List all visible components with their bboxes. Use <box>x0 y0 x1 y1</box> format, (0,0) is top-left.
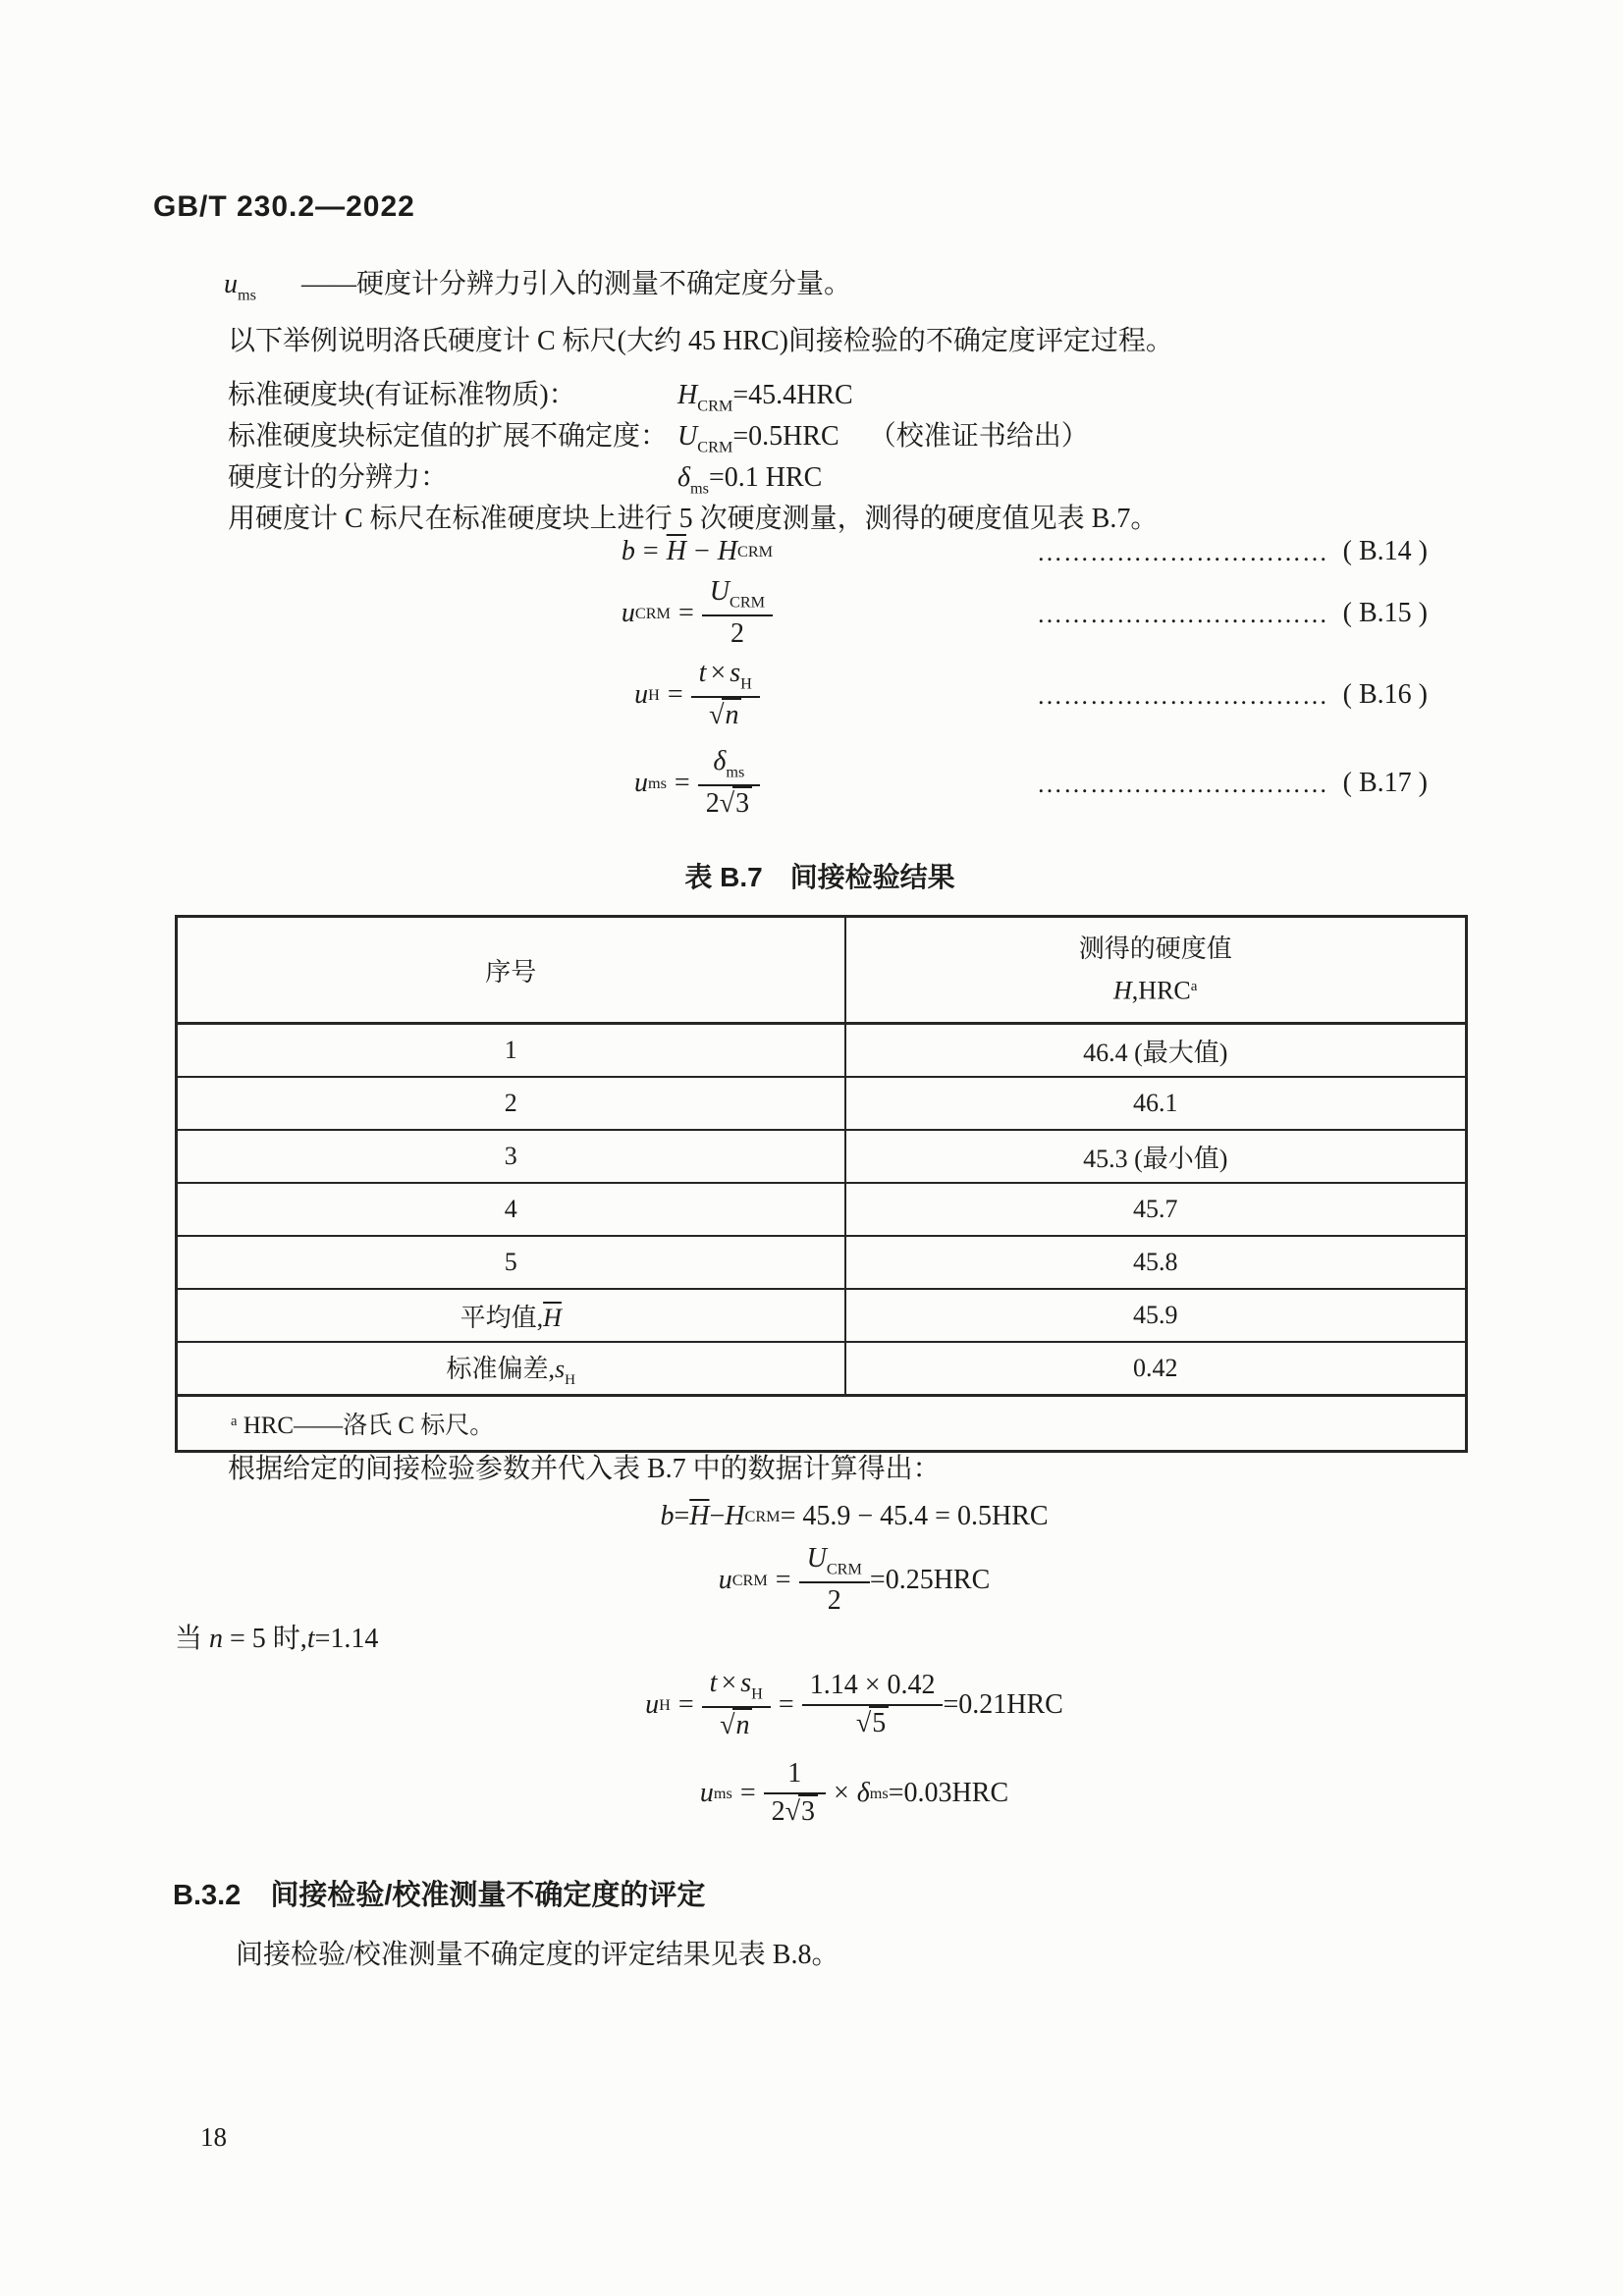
definition-value <box>677 460 822 506</box>
calc-result: =0.03HRC <box>888 1778 1009 1808</box>
math-subscript: CRM <box>730 593 766 612</box>
math-subscript: ms <box>690 479 709 498</box>
value-cell: 45.8 <box>845 1236 1467 1289</box>
math-var: t <box>698 658 707 689</box>
numerator: 1 <box>787 1758 802 1789</box>
math-var: u <box>718 1565 732 1595</box>
equals-sign: = <box>677 1689 694 1720</box>
seq-cell <box>177 1342 845 1396</box>
radical-sign: √ <box>709 700 725 731</box>
table-row <box>177 1183 1467 1236</box>
equals-sign: = <box>642 536 659 566</box>
equation-number: ( B.14 ) <box>1342 536 1428 566</box>
math-var: H <box>717 536 737 566</box>
equals-sign: = <box>775 1565 791 1595</box>
math-subscript: H <box>565 1371 576 1388</box>
value-cell: 45.7 <box>845 1183 1467 1236</box>
math-value: =0.1 HRC <box>708 462 823 493</box>
dot-leader: …………………………… <box>1037 600 1328 628</box>
equals-sign: = <box>674 768 690 798</box>
section-title: 间接检验/校准测量不确定度的评定 <box>270 1880 706 1911</box>
column-header-seq: 序号 <box>177 917 845 1024</box>
times-sign: × <box>833 1778 849 1808</box>
radicand: n <box>722 698 741 730</box>
radical-sign: √ <box>719 788 735 820</box>
minus-sign: − <box>709 1501 726 1531</box>
math-var: u <box>645 1689 660 1720</box>
seq-cell: 4 <box>177 1183 845 1236</box>
calc-result: = 45.9 − 45.4 = 0.5HRC <box>780 1501 1049 1531</box>
section-heading-b32 <box>173 1873 705 1913</box>
t-value-note <box>175 1622 378 1657</box>
equation-b15 <box>452 575 943 652</box>
equals-sign: = <box>739 1778 756 1808</box>
fraction <box>691 659 760 731</box>
math-var: H <box>677 380 698 410</box>
equals-sign: = <box>778 1689 794 1720</box>
table-footnote <box>177 1396 1467 1452</box>
equals-sign: = <box>674 1501 690 1531</box>
fraction <box>698 747 760 820</box>
radical <box>785 1796 818 1827</box>
equation-row-b14 <box>0 528 1623 575</box>
math-var: s <box>730 658 741 689</box>
math-subscript: ms <box>713 1784 732 1802</box>
term-symbol-subscript: ms <box>238 286 256 304</box>
calc-equation-ums <box>324 1752 1384 1835</box>
equation-row-b17 <box>0 740 1623 827</box>
definition-note: （校准证书给出） <box>868 421 1089 452</box>
radical <box>856 1708 889 1738</box>
math-subscript: CRM <box>744 1507 781 1525</box>
radical <box>720 1710 752 1740</box>
math-var: δ <box>713 746 727 777</box>
radical-sign: √ <box>720 1710 735 1741</box>
table-row-average <box>177 1289 1467 1342</box>
calc-result: =0.25HRC <box>869 1565 991 1595</box>
equation-leader-b14 <box>1037 528 1428 575</box>
seq-cell <box>177 1289 845 1342</box>
standard-code-header: GB/T 230.2—2022 <box>153 190 415 223</box>
note-text: 当 <box>175 1624 210 1654</box>
math-subscript: CRM <box>731 1571 768 1589</box>
dot-leader: …………………………… <box>1037 538 1328 566</box>
equation-leader-b15 <box>1037 575 1428 652</box>
math-subscript: ms <box>726 763 745 781</box>
equation-leader-b17 <box>1037 740 1428 827</box>
footnote-text: HRC——洛氏 C 标尺。 <box>237 1413 495 1439</box>
seq-cell: 5 <box>177 1236 845 1289</box>
radical-sign: √ <box>855 1708 872 1738</box>
equation-row-b15 <box>0 575 1623 652</box>
calc-row-4 <box>0 1752 1623 1835</box>
math-subscript: H <box>648 685 660 704</box>
calc-equation-ucrm <box>324 1541 1384 1620</box>
equation-number: ( B.16 ) <box>1342 679 1428 710</box>
times-sign: × <box>710 658 727 689</box>
equation-b16 <box>452 652 943 738</box>
radicand: n <box>732 1708 752 1740</box>
calc-row-3 <box>0 1660 1623 1750</box>
example-sentence: 以下举例说明洛氏硬度计 C 标尺(大约 45 HRC)间接检验的不确定度评定过程。 <box>228 326 1173 356</box>
math-subscript: CRM <box>634 604 671 622</box>
math-subscript: H <box>740 674 752 693</box>
definition-label: 标准硬度块标定值的扩展不确定度： <box>228 421 669 452</box>
calc-result: =0.21HRC <box>943 1689 1063 1720</box>
seq-cell: 1 <box>177 1024 845 1078</box>
equation-number: ( B.15 ) <box>1342 598 1428 628</box>
math-var: u <box>634 679 649 710</box>
math-subscript: CRM <box>697 438 733 456</box>
math-var: δ <box>856 1778 870 1808</box>
radical <box>709 700 741 730</box>
equation-b14 <box>452 528 943 575</box>
equation-row-b16 <box>0 652 1623 738</box>
math-var: n <box>209 1624 224 1654</box>
table-footnote-row <box>177 1396 1467 1452</box>
math-subscript: CRM <box>826 1560 862 1578</box>
radicand: 3 <box>798 1794 818 1827</box>
math-subscript: CRM <box>697 397 733 415</box>
math-var: H <box>1113 976 1132 1005</box>
table-b7-title: 表 B.7 间接检验结果 <box>684 862 955 892</box>
calc-row-2 <box>0 1541 1623 1620</box>
math-value: =45.4HRC <box>732 380 853 410</box>
term-definition-line <box>224 267 851 312</box>
measurement-sentence: 用硬度计 C 标尺在标准硬度块上进行 5 次硬度测量，测得的硬度值见表 B.7。 <box>228 504 1159 534</box>
table-b7 <box>175 915 1468 1453</box>
math-var-overline: $\overline{H}$ <box>689 1501 710 1531</box>
footnote-marker: a <box>231 1414 238 1430</box>
table-row <box>177 1077 1467 1130</box>
calc-equation-bias <box>324 1494 1384 1539</box>
value-cell: 45.9 <box>845 1289 1467 1342</box>
equation-b17 <box>452 740 943 827</box>
page-number: 18 <box>200 2122 227 2152</box>
math-value: =0.5HRC <box>732 421 839 452</box>
fraction <box>764 1759 826 1828</box>
unit-text: ,HRC <box>1131 976 1191 1005</box>
term-description: ——硬度计分辨力引入的测量不确定度分量。 <box>300 269 851 299</box>
math-subscript: CRM <box>736 542 774 561</box>
dot-leader: …………………………… <box>1037 681 1328 710</box>
math-subscript: H <box>659 1695 671 1714</box>
dot-leader: …………………………… <box>1037 770 1328 798</box>
definition-label: 标准硬度块(有证标准物质)： <box>228 380 576 410</box>
math-subscript: H <box>751 1684 763 1703</box>
row-label: 标准偏差, <box>446 1354 555 1383</box>
calculation-intro: 根据给定的间接检验参数并代入表 B.7 中的数据计算得出： <box>228 1454 941 1484</box>
math-var: t <box>709 1668 718 1699</box>
value-cell: 46.4 (最大值) <box>845 1024 1467 1078</box>
fraction <box>702 577 773 650</box>
radical-sign: √ <box>784 1796 800 1827</box>
calc-equation-uh <box>324 1660 1384 1750</box>
equation-number: ( B.17 ) <box>1342 768 1428 798</box>
times-sign: × <box>721 1668 737 1699</box>
math-var-overline: $\overline{H}$ <box>543 1303 562 1332</box>
column-header-line2 <box>847 968 1465 1009</box>
column-header-hardness <box>845 917 1467 1024</box>
value-cell: 0.42 <box>845 1342 1467 1396</box>
calc-row-1 <box>0 1494 1623 1539</box>
denominator: 2 <box>702 614 773 650</box>
term-symbol: u <box>224 269 238 299</box>
denominator-coefficient: 2 <box>771 1796 785 1827</box>
table-row <box>177 1236 1467 1289</box>
note-text: =1.14 <box>314 1624 379 1654</box>
math-subscript: ms <box>869 1784 889 1802</box>
radicand: 3 <box>732 786 752 819</box>
column-header-line1: 测得的硬度值 <box>1078 934 1232 963</box>
seq-cell: 2 <box>177 1077 845 1130</box>
definition-value <box>677 378 853 423</box>
math-var: b <box>621 536 635 566</box>
math-var: b <box>660 1501 675 1531</box>
math-var: s <box>740 1668 752 1699</box>
table-row <box>177 1130 1467 1183</box>
note-text: = 5 时, <box>223 1624 307 1654</box>
fraction <box>702 1669 771 1741</box>
fraction <box>799 1544 870 1617</box>
value-cell: 46.1 <box>845 1077 1467 1130</box>
definition-label: 硬度计的分辨力： <box>228 462 449 493</box>
math-subscript: ms <box>647 774 667 792</box>
denominator-coefficient: 2 <box>705 788 720 820</box>
minus-sign: − <box>693 536 710 566</box>
seq-cell: 3 <box>177 1130 845 1183</box>
equals-sign: = <box>667 679 683 710</box>
section-body: 间接检验/校准测量不确定度的评定结果见表 B.8。 <box>236 1940 839 1970</box>
math-var: U <box>709 576 730 608</box>
footnote-marker: a <box>1190 978 1198 994</box>
equals-sign: = <box>677 598 694 628</box>
denominator: 2 <box>799 1581 870 1617</box>
fraction <box>802 1671 944 1739</box>
radical <box>720 788 752 819</box>
table-header-row <box>177 917 1467 1024</box>
equation-leader-b16 <box>1037 652 1428 738</box>
radicand: 5 <box>869 1706 889 1738</box>
math-var: U <box>677 421 698 452</box>
section-number: B.3.2 <box>173 1880 242 1911</box>
math-var: t <box>306 1624 315 1654</box>
value-cell: 45.3 (最小值) <box>845 1130 1467 1183</box>
math-var: u <box>633 768 648 798</box>
math-var: u <box>699 1778 714 1808</box>
math-var: U <box>806 1543 827 1575</box>
numerator: 1.14 × 0.42 <box>809 1670 936 1701</box>
table-row <box>177 1024 1467 1078</box>
row-label: 平均值, <box>460 1303 544 1332</box>
math-var: u <box>621 598 635 628</box>
table-row-stddev <box>177 1342 1467 1396</box>
math-var: δ <box>677 462 691 493</box>
math-var: s <box>555 1354 566 1383</box>
definition-value <box>677 419 1089 464</box>
math-var: H <box>725 1501 745 1531</box>
math-var-overline: $\overline{H}$ <box>666 536 686 566</box>
